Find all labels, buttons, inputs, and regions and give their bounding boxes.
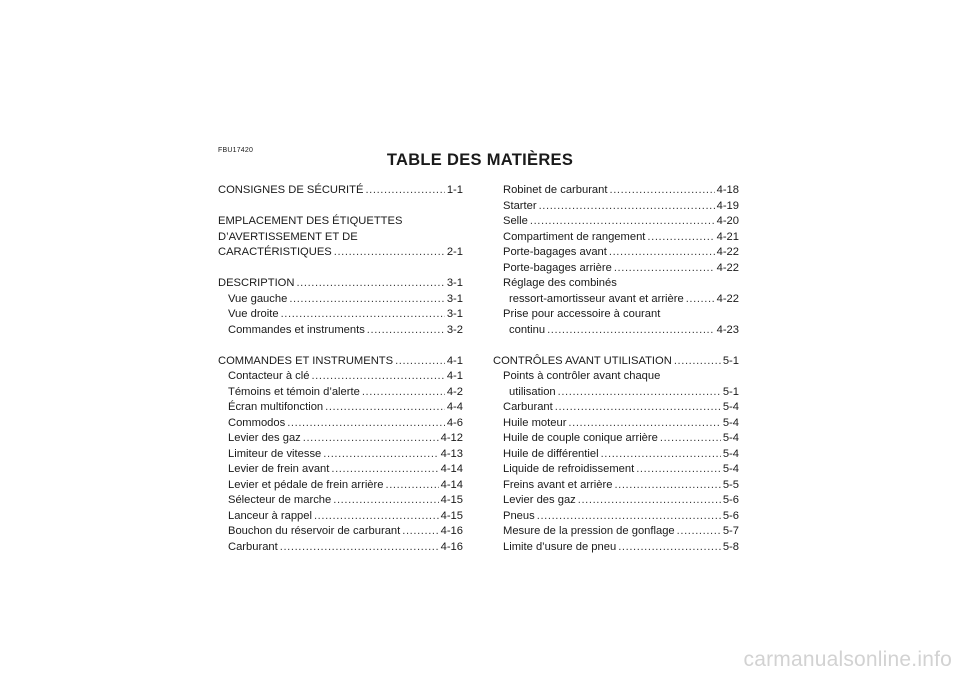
toc-entry-title: CARACTÉRISTIQUES [218, 246, 332, 258]
toc-page-number: 3-1 [446, 308, 463, 320]
toc-page-number: 5-1 [722, 385, 739, 398]
toc-entry-title: Écran multifonction [228, 401, 324, 413]
toc-page-number: 5-4 [722, 447, 739, 460]
toc-entry-title: D’AVERTISSEMENT ET DE [218, 230, 358, 243]
toc-spacer [218, 261, 463, 277]
toc-page-number: 5-1 [722, 354, 739, 367]
toc-page-number: 3-2 [446, 323, 463, 336]
toc-page-number: 5-6 [722, 509, 739, 522]
toc-entry[interactable] [493, 214, 739, 230]
toc-entry[interactable] [218, 478, 463, 494]
toc-leader-dots [362, 385, 445, 401]
toc-page-number: 4-22 [716, 292, 739, 305]
toc-entry-title: Lanceur à rappel [228, 509, 312, 522]
toc-page-number: 5-4 [722, 401, 739, 413]
toc-entry[interactable] [493, 416, 739, 432]
toc-page-number: 5-7 [722, 525, 739, 537]
toc-entry[interactable] [493, 524, 739, 540]
toc-page-number: 4-12 [440, 432, 463, 444]
toc-entry-title: Contacteur à clé [228, 370, 310, 382]
toc-leader-dots [660, 431, 721, 447]
toc-section-entry[interactable] [218, 183, 463, 199]
toc-page-number: 4-21 [716, 230, 739, 243]
toc-entry[interactable] [218, 493, 463, 509]
toc-entry-title: Compartiment de rangement [503, 230, 646, 243]
toc-entry[interactable] [218, 462, 463, 478]
toc-entry[interactable] [218, 307, 463, 323]
toc-leader-dots [289, 292, 445, 308]
toc-leader-dots [618, 540, 721, 556]
toc-column-right [493, 183, 739, 555]
toc-entry-title: Prise pour accessoire à courant [503, 308, 661, 320]
toc-leader-dots [314, 509, 439, 525]
toc-entry-title: Robinet de carburant [503, 184, 608, 196]
toc-page-number: 4-6 [446, 416, 463, 429]
toc-entry-title: Carburant [228, 540, 278, 553]
toc-entry[interactable] [218, 524, 463, 540]
toc-entry[interactable] [218, 509, 463, 525]
toc-page-number: 5-4 [722, 416, 739, 429]
toc-page-number: 4-23 [716, 323, 739, 336]
toc-leader-dots [402, 524, 438, 540]
toc-leader-dots [547, 323, 715, 339]
toc-entry-title: Levier des gaz [228, 432, 301, 444]
toc-section-entry[interactable] [218, 245, 463, 261]
toc-section-entry[interactable] [493, 354, 739, 370]
toc-entry-title: Témoins et témoin d’alerte [228, 385, 360, 398]
document-code: FBU17420 [218, 147, 254, 154]
toc-entry-title: Vue droite [228, 308, 279, 320]
toc-page-number: 5-4 [722, 432, 739, 444]
toc-section-entry[interactable] [218, 276, 463, 292]
toc-entry-title: Liquide de refroidissement [503, 463, 635, 475]
toc-leader-dots [539, 199, 715, 215]
toc-page-number: 5-6 [722, 494, 739, 506]
toc-entry[interactable] [493, 369, 739, 385]
toc-leader-dots [367, 323, 445, 339]
toc-leader-dots [555, 400, 721, 416]
toc-entry[interactable] [493, 431, 739, 447]
toc-entry-title: continu [509, 323, 546, 336]
toc-leader-dots [365, 183, 444, 199]
toc-section-entry[interactable] [218, 354, 463, 370]
toc-entry-title: Levier des gaz [503, 494, 576, 506]
toc-entry[interactable] [218, 369, 463, 385]
toc-leader-dots [296, 276, 444, 292]
toc-page-number: 4-4 [446, 401, 463, 413]
toc-page-number: 4-22 [716, 246, 739, 258]
toc-entry[interactable] [218, 431, 463, 447]
toc-entry-title: Carburant [503, 401, 553, 413]
toc-leader-dots [647, 230, 714, 246]
toc-leader-dots [609, 245, 715, 261]
toc-entry[interactable] [493, 385, 739, 401]
toc-entry-title: Porte-bagages avant [503, 246, 607, 258]
toc-entry[interactable] [493, 245, 739, 261]
toc-entry-title: Limiteur de vitesse [228, 447, 322, 460]
toc-leader-dots [280, 540, 439, 556]
toc-leader-dots [558, 385, 721, 401]
toc-page-number: 2-1 [446, 246, 463, 258]
toc-leader-dots [385, 478, 438, 494]
toc-leader-dots [395, 354, 445, 370]
toc-page-number: 4-18 [716, 184, 739, 196]
toc-page-number: 4-16 [440, 540, 463, 553]
toc-entry[interactable] [218, 292, 463, 308]
toc-page-number: 4-14 [440, 463, 463, 475]
toc-page-number: 4-20 [716, 215, 739, 227]
toc-entry-title: ressort-amortisseur avant et arrière [509, 292, 684, 305]
toc-leader-dots [323, 447, 438, 463]
toc-entry-title: Bouchon du réservoir de carburant [228, 525, 401, 537]
toc-page-number: 3-1 [446, 292, 463, 305]
toc-entry-title: Limite d’usure de pneu [503, 540, 617, 553]
toc-entry-title: Commodos [228, 416, 286, 429]
toc-page-number: 3-1 [446, 277, 463, 289]
toc-leader-dots [331, 462, 438, 478]
toc-leader-dots [287, 416, 445, 432]
toc-page-number: 4-19 [716, 199, 739, 212]
toc-page-number: 4-13 [440, 447, 463, 460]
toc-entry[interactable] [493, 261, 739, 277]
toc-entry-title: Huile moteur [503, 416, 567, 429]
toc-leader-dots [537, 509, 721, 525]
toc-spacer [218, 199, 463, 215]
page-title: TABLE DES MATIÈRES [386, 151, 574, 169]
toc-leader-dots [674, 354, 721, 370]
toc-entry-title: Levier de frein avant [228, 463, 330, 475]
toc-leader-dots [303, 431, 439, 447]
toc-entry[interactable] [493, 478, 739, 494]
toc-entry[interactable] [218, 416, 463, 432]
toc-page-number: 4-22 [716, 261, 739, 274]
toc-page-number: 5-4 [722, 463, 739, 475]
toc-leader-dots [601, 447, 721, 463]
toc-page-number: 4-1 [446, 370, 463, 382]
toc-entry-title: Huile de couple conique arrière [503, 432, 658, 444]
toc-entry-title: Starter [503, 199, 537, 212]
toc-leader-dots [578, 493, 721, 509]
toc-page-number: 1-1 [446, 184, 463, 196]
toc-leader-dots [334, 245, 445, 261]
toc-entry[interactable] [493, 493, 739, 509]
toc-leader-dots [614, 478, 720, 494]
toc-leader-dots [333, 493, 438, 509]
toc-entry-title: Pneus [503, 509, 535, 522]
toc-entry[interactable] [493, 307, 739, 323]
toc-entry[interactable] [493, 540, 739, 556]
watermark-text: carmanualsonline.info [743, 648, 952, 671]
toc-entry-title: Porte-bagages arrière [503, 261, 612, 274]
toc-entry[interactable] [493, 447, 739, 463]
toc-leader-dots [686, 292, 715, 308]
toc-entry-title: EMPLACEMENT DES ÉTIQUETTES [218, 215, 403, 227]
toc-entry[interactable] [218, 385, 463, 401]
toc-page-number: 4-14 [440, 478, 463, 491]
toc-entry[interactable] [218, 323, 463, 339]
toc-entry-title: Freins avant et arrière [503, 478, 613, 491]
toc-entry-title: COMMANDES ET INSTRUMENTS [218, 354, 394, 367]
toc-entry-title: Commandes et instruments [228, 323, 365, 336]
toc-entry[interactable] [218, 540, 463, 556]
toc-entry[interactable] [218, 447, 463, 463]
toc-leader-dots [609, 183, 714, 199]
toc-entry[interactable] [493, 292, 739, 308]
toc-section-entry[interactable] [218, 214, 463, 230]
toc-entry-title: Sélecteur de marche [228, 494, 332, 506]
toc-entry-title: Mesure de la pression de gonflage [503, 525, 675, 537]
toc-leader-dots [281, 307, 445, 323]
toc-entry[interactable] [493, 183, 739, 199]
toc-leader-dots [636, 462, 721, 478]
toc-page-number: 4-16 [440, 525, 463, 537]
toc-leader-dots [614, 261, 715, 277]
toc-leader-dots [568, 416, 720, 432]
toc-entry-title: CONSIGNES DE SÉCURITÉ [218, 184, 364, 196]
toc-entry-title: Huile de différentiel [503, 447, 599, 460]
toc-spacer [493, 338, 739, 354]
toc-page-number: 5-5 [722, 478, 739, 491]
toc-entry[interactable] [493, 462, 739, 478]
toc-entry[interactable] [493, 400, 739, 416]
toc-column-left [218, 183, 463, 555]
toc-page-number: 5-8 [722, 540, 739, 553]
toc-entry-title: Points à contrôler avant chaque [503, 370, 661, 382]
toc-entry[interactable] [493, 323, 739, 339]
toc-entry-title: CONTRÔLES AVANT UTILISATION [493, 354, 672, 367]
toc-entry-title: Vue gauche [228, 292, 288, 305]
toc-page-number: 4-1 [446, 354, 463, 367]
toc-leader-dots [530, 214, 715, 230]
toc-spacer [218, 338, 463, 354]
toc-entry[interactable] [493, 276, 739, 292]
toc-entry-title: Levier et pédale de frein arrière [228, 478, 384, 491]
toc-page-number: 4-15 [440, 494, 463, 506]
toc-entry-title: utilisation [509, 385, 556, 398]
toc-page-number: 4-15 [440, 509, 463, 522]
toc-entry-title: DESCRIPTION [218, 277, 295, 289]
toc-entry[interactable] [493, 230, 739, 246]
toc-page-number: 4-2 [446, 385, 463, 398]
toc-leader-dots [677, 524, 721, 540]
toc-entry-title: Selle [503, 215, 528, 227]
toc-entry[interactable] [493, 199, 739, 215]
toc-entry-title: Réglage des combinés [503, 277, 617, 289]
toc-section-entry[interactable] [218, 230, 463, 246]
toc-entry[interactable] [218, 400, 463, 416]
toc-leader-dots [325, 400, 445, 416]
toc-entry[interactable] [493, 509, 739, 525]
toc-leader-dots [311, 369, 444, 385]
